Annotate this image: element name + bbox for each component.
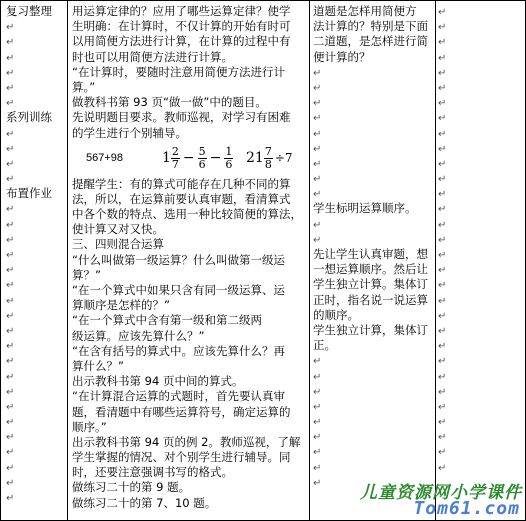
middle-top-text [72, 4, 308, 141]
mixed-whole: 21 [246, 150, 264, 167]
left-column-line [6, 414, 66, 429]
left-column-line [6, 141, 66, 156]
divide-tail: ÷7 [274, 151, 293, 166]
paragraph-mark [438, 262, 458, 277]
paragraph-mark-glyph: ↵ [438, 158, 447, 170]
paragraph-mark: ↵ [6, 128, 15, 140]
text-line: 时也可以用简便方法进行计算。 [72, 49, 233, 64]
paragraph-mark: ↵ [313, 113, 322, 125]
paragraph-mark [438, 232, 458, 247]
minus-sign: − [182, 150, 195, 167]
right-column-line: 学生独立计算，集体订 [313, 322, 428, 337]
right-column [313, 4, 434, 490]
text-line: 生明确：在计算时，不仅计算的开始有时可 [72, 19, 291, 34]
right-column-line: 学生独立计算。集体订 [313, 277, 428, 292]
right-column-line [313, 80, 434, 95]
paragraph-mark [438, 414, 458, 429]
paragraph-mark-glyph: ↵ [438, 341, 447, 353]
right-column-line [313, 217, 434, 232]
paragraph-mark [438, 201, 458, 216]
left-column-line [6, 384, 66, 399]
paragraph-mark-glyph: ↵ [438, 356, 447, 368]
left-column-line [6, 247, 66, 262]
paragraph-mark [438, 171, 458, 186]
paragraph-mark: ↵ [313, 174, 322, 186]
paragraph-mark: ↵ [313, 356, 322, 368]
right-column-line: 正。 [313, 338, 336, 353]
math-expression-3 [246, 146, 293, 171]
right-column-line: 的顺序。 [313, 307, 359, 322]
paragraph-mark: ↵ [313, 98, 322, 110]
right-column-line: 正时，指名说一说运算 [313, 292, 428, 307]
left-column-line [6, 171, 66, 186]
paragraph-mark-glyph: ↵ [438, 7, 447, 18]
paragraph-mark [438, 217, 458, 232]
paragraph-mark [438, 308, 458, 323]
paragraph-mark: ↵ [313, 67, 322, 79]
paragraph-mark: ↵ [313, 128, 322, 140]
paragraph-mark: ↵ [6, 158, 15, 170]
paragraph-mark: ↵ [6, 341, 15, 353]
minus-sign: − [209, 150, 222, 167]
right-column-line [313, 384, 434, 399]
column-divider-2 [309, 0, 310, 521]
fraction: $\frac{2}{7}$ [171, 145, 179, 172]
text-line: 做练习二十的第 7、10 题。 [72, 495, 217, 510]
paragraph-mark: ↵ [6, 310, 15, 322]
left-column-line [6, 50, 66, 65]
right-column-line: 道题是怎样用简便方 [313, 4, 417, 18]
text-line: “什么叫做第一级运算？什么叫做第一级运 [72, 252, 285, 267]
paragraph-mark: ↵ [313, 477, 322, 489]
right-column-line [313, 156, 434, 171]
text-line: 算什么？” [72, 358, 124, 373]
right-column-line [313, 171, 434, 186]
text-line: “在计算混合运算的式题时，首先要认真审 [72, 389, 285, 404]
left-column [6, 4, 66, 505]
paragraph-mark: ↵ [313, 158, 322, 170]
paragraph-mark: ↵ [313, 432, 322, 444]
paragraph-mark: ↵ [313, 234, 322, 246]
paragraph-mark: ↵ [6, 325, 15, 337]
text-line: 提醒学生：有的算式可能存在几种不同的算 [72, 176, 291, 191]
paragraph-mark [438, 293, 458, 308]
paragraph-mark-glyph: ↵ [438, 234, 447, 246]
text-line: 的学生进行个别辅导。 [72, 125, 187, 140]
fraction: $\frac{7}{8}$ [264, 145, 272, 172]
paragraph-mark: ↵ [6, 234, 15, 246]
paragraph-mark-glyph: ↵ [438, 143, 447, 155]
right-column-line [313, 369, 434, 384]
right-column-line: 二道题，是怎样进行简 [313, 34, 428, 49]
right-column-line [313, 95, 434, 110]
left-column-line [6, 34, 66, 49]
right-column-line [313, 110, 434, 125]
right-column-line [313, 460, 434, 475]
paragraph-mark-glyph: ↵ [438, 67, 447, 79]
right-column-line [313, 141, 434, 156]
left-column-line [6, 80, 66, 95]
left-column-line [6, 293, 66, 308]
paragraph-mark: ↵ [6, 280, 15, 292]
paragraph-mark [438, 429, 458, 444]
paragraph-mark: ↵ [6, 204, 15, 216]
paragraph-mark: ↵ [313, 219, 322, 231]
watermark-title: 儿童资源网小学课件 [360, 483, 522, 503]
mixed-whole: 1 [162, 150, 171, 167]
left-column-line [6, 126, 66, 141]
watermark-domain: Tom61.com [413, 498, 520, 519]
paragraph-mark-glyph: ↵ [438, 280, 447, 292]
left-column-line [6, 323, 66, 338]
text-line: 出示教科书第 94 页中间的算式。 [72, 374, 244, 389]
paragraph-mark-glyph: ↵ [438, 401, 447, 413]
paragraph-mark: ↵ [313, 189, 322, 201]
paragraph-mark [438, 384, 458, 399]
table-top-border [0, 0, 526, 1]
left-column-line [6, 201, 66, 216]
paragraph-mark: ↵ [6, 386, 15, 398]
paragraph-mark [438, 19, 458, 34]
paragraph-mark: ↵ [313, 82, 322, 94]
paragraph-mark: ↵ [6, 82, 15, 94]
paragraph-mark-glyph: ↵ [438, 22, 447, 34]
paragraph-mark [438, 277, 458, 292]
paragraph-mark: ↵ [313, 143, 322, 155]
paragraph-mark-glyph: ↵ [438, 310, 447, 322]
paragraph-mark: ↵ [6, 371, 15, 383]
text-line: 法，所以，在运算前要认真审题，看清算式 [72, 191, 291, 206]
right-column-line: 便计算的？ [313, 49, 371, 64]
table-left-border [0, 0, 1, 521]
column-divider-1 [67, 0, 68, 521]
paragraph-mark-glyph: ↵ [438, 98, 447, 110]
paragraph-mark: ↵ [313, 447, 322, 459]
paragraph-mark: ↵ [313, 371, 322, 383]
text-line: 算顺序是怎样的？” [72, 298, 170, 313]
left-column-line [6, 308, 66, 323]
paragraph-mark-glyph: ↵ [438, 325, 447, 337]
paragraph-mark-glyph: ↵ [438, 250, 447, 261]
text-line: 中各个数的特点、选用一种比较简便的算法， [72, 207, 302, 222]
paragraph-mark [438, 247, 458, 262]
paragraph-mark: ↵ [6, 22, 15, 34]
paragraph-mark-glyph: ↵ [438, 295, 447, 307]
paragraph-mark: ↵ [313, 386, 322, 398]
paragraph-mark-glyph: ↵ [438, 204, 447, 216]
paragraph-mark: ↵ [6, 250, 15, 261]
left-column-line: 复习整理 [6, 4, 52, 18]
middle-column [72, 4, 308, 511]
text-line: 出示教科书第 94 页的例 2。教师巡视，了解 [72, 434, 301, 449]
far-right-column [438, 4, 458, 475]
paragraph-mark: ↵ [6, 432, 15, 444]
paragraph-mark-glyph: ↵ [438, 82, 447, 94]
text-line: 三、四则混合运算 [72, 237, 164, 252]
text-line: 使计算又对又快。 [72, 222, 164, 237]
paragraph-mark-glyph: ↵ [438, 447, 447, 459]
paragraph-mark: ↵ [6, 174, 15, 186]
right-column-line [313, 126, 434, 141]
text-line: “在一个算式中含有第一级和第二级两 [72, 313, 262, 328]
paragraph-mark: ↵ [6, 401, 15, 413]
left-column-line [6, 444, 66, 459]
right-column-line: 一想运算顺序。然后让 [313, 262, 428, 277]
paragraph-mark: ↵ [6, 462, 15, 474]
text-line: “在含有括号的算式中。应该先算什么？再 [72, 343, 285, 358]
paragraph-mark [438, 460, 458, 475]
right-column-line [313, 186, 434, 201]
text-line: 时，还要注意强调书写的格式。 [72, 465, 233, 480]
paragraph-mark: ↵ [6, 98, 15, 110]
paragraph-mark: ↵ [6, 356, 15, 368]
left-column-line [6, 399, 66, 414]
paragraph-mark [438, 444, 458, 459]
paragraph-mark-glyph: ↵ [438, 189, 447, 201]
right-column-line [313, 232, 434, 247]
text-line: 先说明题目要求。教师巡视，对学习有困难 [72, 110, 291, 125]
left-column-line [6, 156, 66, 171]
paragraph-mark [438, 95, 458, 110]
left-column-line [6, 475, 66, 490]
paragraph-mark-glyph: ↵ [438, 462, 447, 474]
paragraph-mark: ↵ [313, 401, 322, 413]
left-column-line [6, 65, 66, 80]
text-line: 做教科书第 93 页“做一做”中的题目。 [72, 95, 267, 110]
paragraph-mark [438, 323, 458, 338]
right-column-line [313, 429, 434, 444]
paragraph-mark [438, 353, 458, 368]
left-column-line [6, 19, 66, 34]
paragraph-mark: ↵ [6, 493, 15, 504]
text-line: 算？” [72, 267, 101, 282]
paragraph-mark-glyph: ↵ [438, 265, 447, 277]
math-expression-2 [162, 146, 246, 171]
left-column-line [6, 217, 66, 232]
left-column-line [6, 369, 66, 384]
paragraph-mark: ↵ [6, 67, 15, 79]
left-column-line [6, 490, 66, 505]
paragraph-mark [438, 141, 458, 156]
paragraph-mark: ↵ [313, 462, 322, 474]
text-line: 以用简便方法进行计算，在计算的过程中有 [72, 34, 291, 49]
column-divider-3 [435, 0, 436, 521]
paragraph-mark-glyph: ↵ [438, 52, 447, 64]
left-column-line [6, 95, 66, 110]
left-column-line: 系列训练 [6, 110, 52, 125]
paragraph-mark [438, 34, 458, 49]
paragraph-mark [438, 80, 458, 95]
left-column-line: 布置作业 [6, 186, 52, 201]
paragraph-mark-glyph: ↵ [438, 219, 447, 231]
site-watermark-logo [314, 478, 524, 520]
paragraph-mark-glyph: ↵ [438, 174, 447, 186]
paragraph-mark-glyph: ↵ [438, 371, 447, 383]
text-line: “在计算时，要随时注意用简便方法进行计 [72, 64, 285, 79]
paragraph-mark [438, 156, 458, 171]
math-examples [72, 141, 308, 177]
left-column-line [6, 232, 66, 247]
paragraph-mark-glyph: ↵ [438, 128, 447, 140]
paragraph-mark: ↵ [6, 219, 15, 231]
math-expression-1: 567+98 [86, 152, 124, 165]
right-column-line [313, 444, 434, 459]
paragraph-mark [438, 338, 458, 353]
paragraph-mark: ↵ [6, 265, 15, 277]
paragraph-mark-glyph: ↵ [438, 417, 447, 429]
paragraph-mark: ↵ [6, 143, 15, 155]
paragraph-mark [438, 65, 458, 80]
text-line: 算。” [72, 79, 96, 94]
left-column-line [6, 262, 66, 277]
paragraph-mark [438, 186, 458, 201]
middle-bottom-text [72, 177, 308, 511]
paragraph-mark-glyph: ↵ [438, 113, 447, 125]
text-line: 用运算定律的？应用了哪些运算定律？使学 [72, 4, 291, 18]
paragraph-mark-glyph: ↵ [438, 37, 447, 49]
paragraph-mark [438, 399, 458, 414]
text-line: 做练习二十的第 9 题。 [72, 480, 191, 495]
paragraph-mark [438, 50, 458, 65]
paragraph-mark [438, 110, 458, 125]
right-column-line: 先让学生认真审题，想 [313, 247, 428, 261]
left-column-line [6, 338, 66, 353]
text-line: “在一个算式中如果只含有同一级运算、运 [72, 283, 285, 297]
right-column-line [313, 414, 434, 429]
left-column-line [6, 460, 66, 475]
paragraph-mark: ↵ [6, 417, 15, 429]
text-line: 学生掌握的情况、对个别学生进行辅导。同 [72, 450, 291, 465]
right-column-line [313, 65, 434, 80]
text-line: 顺序。” [72, 419, 107, 434]
paragraph-mark [438, 369, 458, 384]
left-column-line [6, 353, 66, 368]
paragraph-mark: ↵ [6, 477, 15, 489]
right-column-line [313, 399, 434, 414]
paragraph-mark: ↵ [6, 52, 15, 64]
paragraph-mark-glyph: ↵ [438, 386, 447, 398]
paragraph-mark: ↵ [313, 417, 322, 429]
right-column-line [313, 353, 434, 368]
text-line: 题，看清题中有哪些运算符号，确定运算的 [72, 404, 291, 419]
paragraph-mark [438, 126, 458, 141]
text-line: 级运算。应该先算什么？” [72, 328, 205, 343]
paragraph-mark: ↵ [6, 37, 15, 49]
paragraph-mark: ↵ [6, 447, 15, 459]
fraction: $\frac{5}{6}$ [198, 145, 206, 172]
paragraph-mark [438, 4, 458, 19]
right-column-line: 学生标明运算顺序。 [313, 201, 417, 216]
left-column-line [6, 429, 66, 444]
fraction: $\frac{1}{6}$ [225, 145, 233, 172]
right-column-line: 法计算的？特别是下面 [313, 19, 428, 34]
paragraph-mark: ↵ [6, 295, 15, 307]
paragraph-mark-glyph: ↵ [438, 432, 447, 444]
left-column-line [6, 277, 66, 292]
